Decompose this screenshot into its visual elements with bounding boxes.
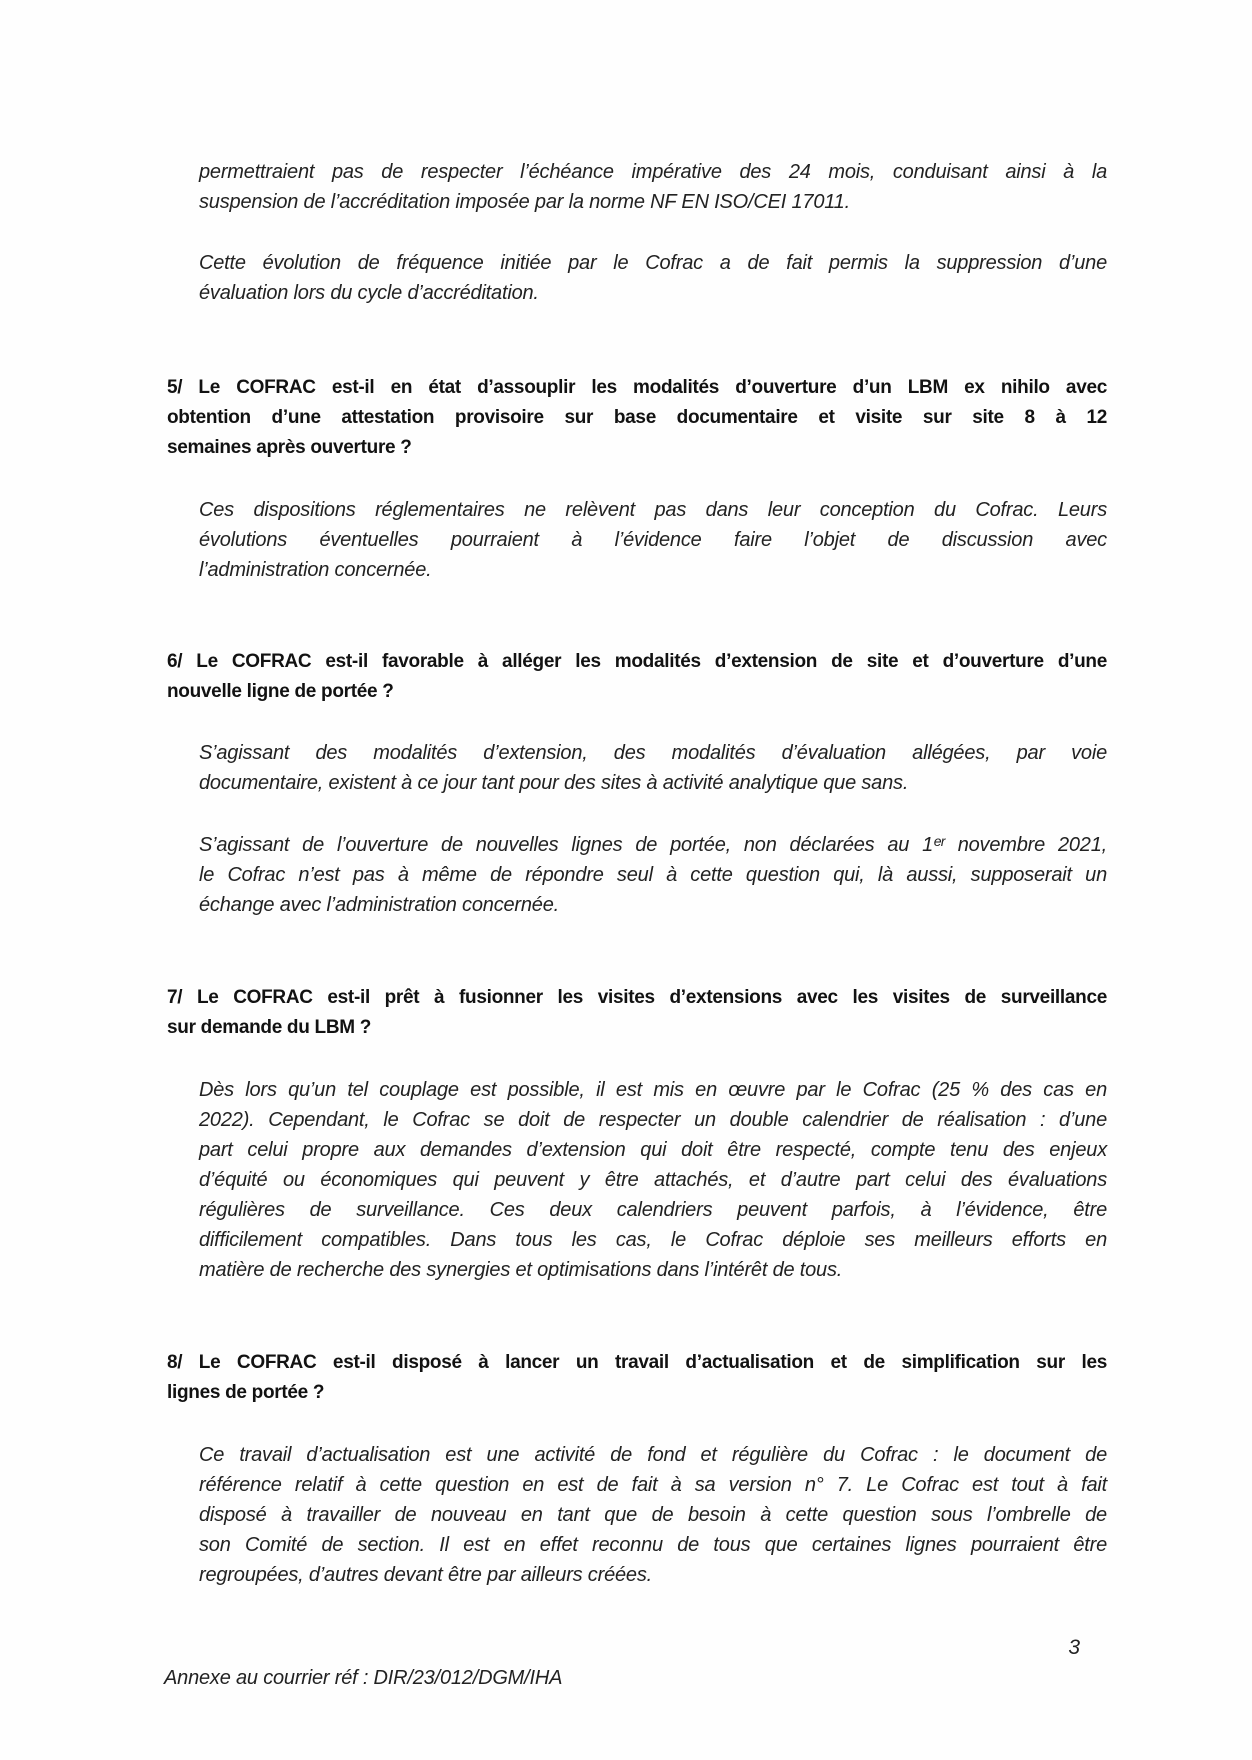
text-line: lignes de portée ? bbox=[167, 1382, 325, 1403]
text-line: 7/ Le COFRAC est-il prêt à fusionner les visites d’extensions avec les visites de surveillance bbox=[167, 987, 1107, 1008]
text-line: part celui propre aux demandes d’extension qui doit être respecté, compte tenu des enjeux bbox=[199, 1139, 1107, 1161]
text-line: disposé à travailler de nouveau en tant que de besoin à cette question sous l’ombrelle de bbox=[199, 1504, 1107, 1526]
text-line: Ces dispositions réglementaires ne relèvent pas dans leur conception du Cofrac. Leurs bbox=[199, 499, 1107, 521]
answer-6-paragraph-2 bbox=[199, 830, 1107, 920]
text-line: 6/ Le COFRAC est-il favorable à alléger les modalités d’extension de site et d’ouverture d’une bbox=[167, 651, 1107, 672]
text-line: suspension de l’accréditation imposée par la norme NF EN ISO/CEI 17011. bbox=[199, 191, 850, 213]
text-line: référence relatif à cette question en est de fait à sa version n° 7. Le Cofrac est tout à fait bbox=[199, 1474, 1107, 1496]
text-line: échange avec l’administration concernée. bbox=[199, 894, 559, 916]
text-line: Ce travail d’actualisation est une activité de fond et régulière du Cofrac : le document de bbox=[199, 1444, 1107, 1466]
document-content bbox=[164, 0, 1107, 1693]
text-line: sur demande du LBM ? bbox=[167, 1017, 372, 1038]
answer-7-paragraph bbox=[199, 1075, 1107, 1285]
text-line: nouvelle ligne de portée ? bbox=[167, 681, 394, 702]
text-line: S’agissant des modalités d’extension, des modalités d’évaluation allégées, par voie bbox=[199, 742, 1107, 764]
text-line: difficilement compatibles. Dans tous les cas, le Cofrac déploie ses meilleurs efforts en bbox=[199, 1229, 1107, 1251]
text-line: semaines après ouverture ? bbox=[167, 437, 412, 458]
text-line: Cette évolution de fréquence initiée par le Cofrac a de fait permis la suppression d’une bbox=[199, 252, 1107, 274]
text-line: évaluation lors du cycle d’accréditation. bbox=[199, 282, 539, 304]
text-line: évolutions éventuelles pourraient à l’évidence faire l’objet de discussion avec bbox=[199, 529, 1107, 551]
page-number: 3 bbox=[1068, 1636, 1080, 1659]
question-8-heading bbox=[167, 1348, 1107, 1408]
text-line: S’agissant de l’ouverture de nouvelles lignes de portée, non déclarées au 1ᵉʳ novembre 2021, bbox=[199, 834, 1107, 856]
text-line: permettraient pas de respecter l’échéance impérative des 24 mois, conduisant ainsi à la bbox=[199, 161, 1107, 183]
question-7-heading bbox=[167, 983, 1107, 1043]
text-line: Dès lors qu’un tel couplage est possible, il est mis en œuvre par le Cofrac (25 % des cas en bbox=[199, 1079, 1107, 1101]
text-line: 5/ Le COFRAC est-il en état d’assouplir les modalités d’ouverture d’un LBM ex nihilo avec bbox=[167, 377, 1107, 398]
answer-5-paragraph bbox=[199, 495, 1107, 585]
question-6-heading bbox=[167, 647, 1107, 707]
answer-8-paragraph bbox=[199, 1440, 1107, 1590]
text-line: le Cofrac n’est pas à même de répondre seul à cette question qui, là aussi, supposerait un bbox=[199, 864, 1107, 886]
intro-paragraph-2 bbox=[199, 248, 1107, 308]
intro-paragraph-1 bbox=[199, 157, 1107, 217]
footer-reference: Annexe au courrier réf : DIR/23/012/DGM/IHA bbox=[164, 1667, 563, 1689]
text-line: 2022). Cependant, le Cofrac se doit de respecter un double calendrier de réalisation : d’une bbox=[199, 1109, 1107, 1131]
text-line: documentaire, existent à ce jour tant pour des sites à activité analytique que sans. bbox=[199, 772, 909, 794]
text-line: regroupées, d’autres devant être par ailleurs créées. bbox=[199, 1564, 652, 1586]
text-line: régulières de surveillance. Ces deux calendriers peuvent parfois, à l’évidence, être bbox=[199, 1199, 1107, 1221]
text-line: obtention d’une attestation provisoire sur base documentaire et visite sur site 8 à 12 bbox=[167, 407, 1107, 428]
text-line: matière de recherche des synergies et optimisations dans l’intérêt de tous. bbox=[199, 1259, 843, 1281]
question-5-heading bbox=[167, 373, 1107, 463]
answer-6-paragraph-1 bbox=[199, 738, 1107, 798]
text-line: l’administration concernée. bbox=[199, 559, 432, 581]
text-line: d’équité ou économiques qui peuvent y être attachés, et d’autre part celui des évaluations bbox=[199, 1169, 1107, 1191]
text-line: son Comité de section. Il est en effet reconnu de tous que certaines lignes pourraient être bbox=[199, 1534, 1107, 1556]
text-line: 8/ Le COFRAC est-il disposé à lancer un travail d’actualisation et de simplification sur les bbox=[167, 1352, 1107, 1373]
